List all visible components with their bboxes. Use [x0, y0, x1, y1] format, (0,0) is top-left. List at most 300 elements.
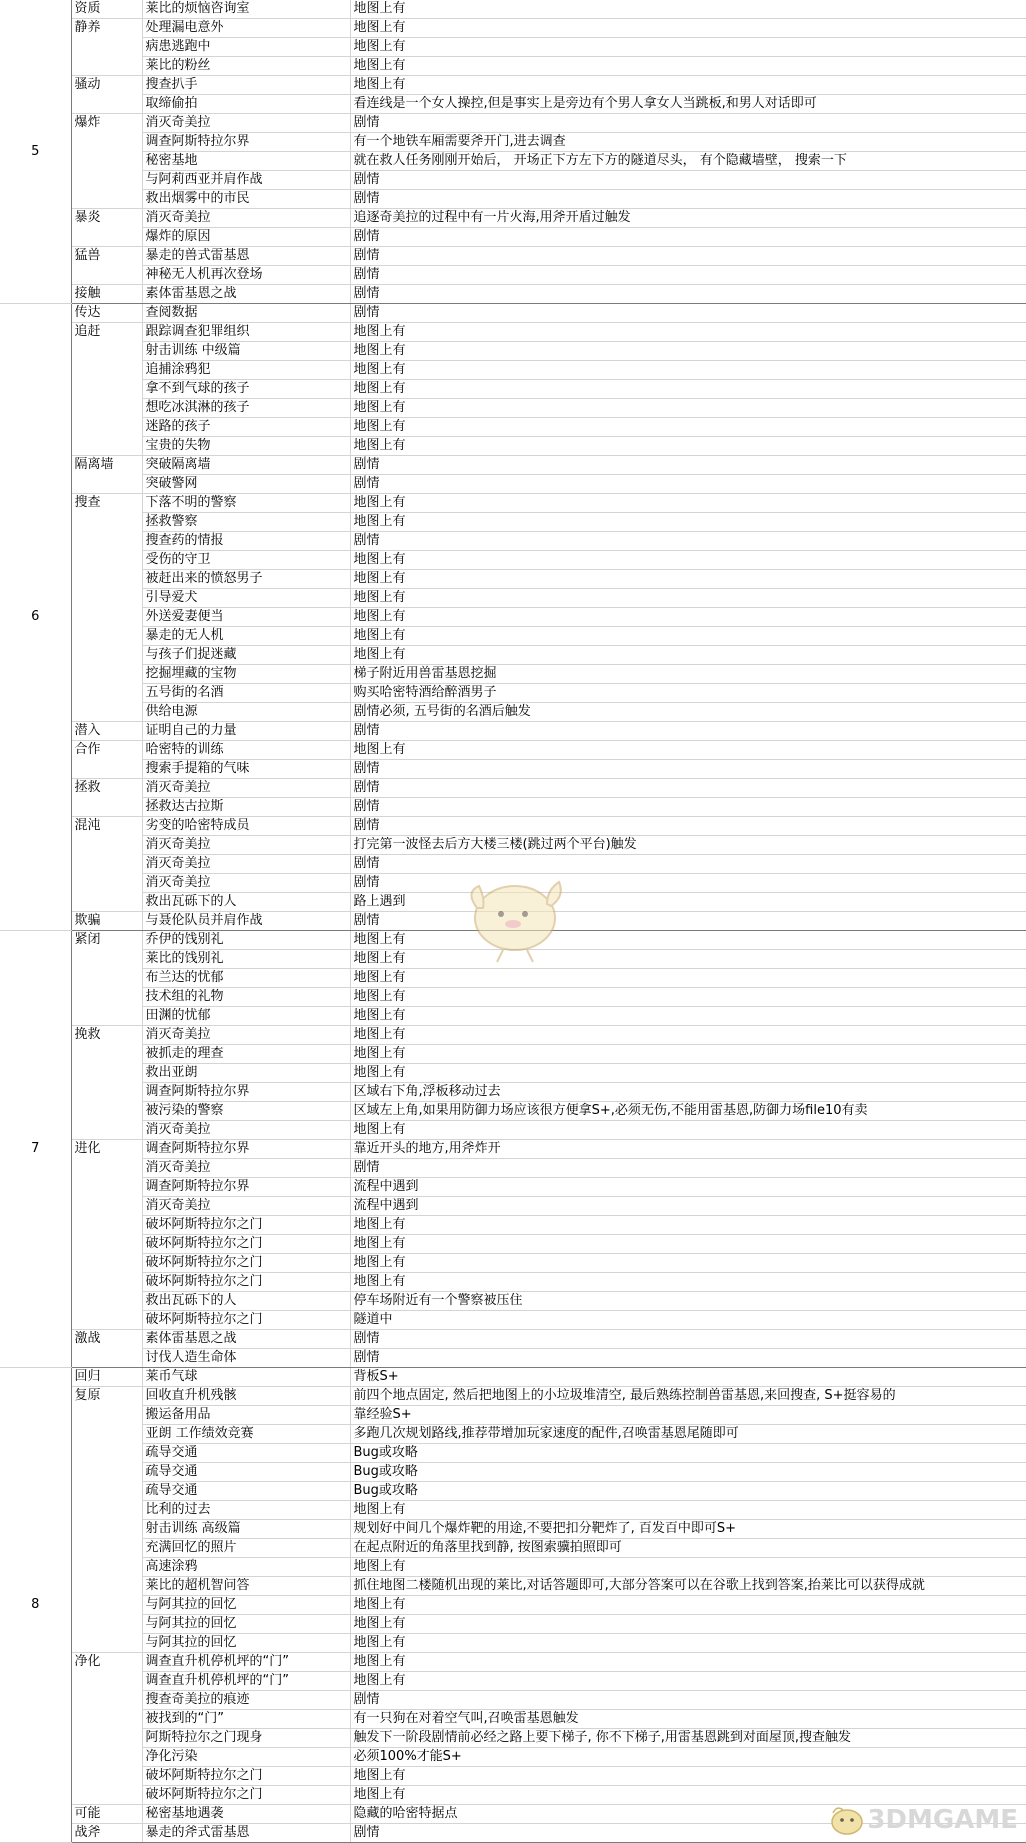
task-name-cell: 搜查药的情报 [142, 532, 350, 551]
table-row [0, 741, 1026, 760]
category-cell [71, 627, 142, 646]
task-name-cell: 消灭奇美拉 [142, 779, 350, 798]
task-note-cell: 地图上有 [350, 1064, 1026, 1083]
category-cell: 激战 [71, 1330, 142, 1349]
task-note-cell: 地图上有 [350, 1045, 1026, 1064]
category-cell [71, 1121, 142, 1140]
task-note-cell: 地图上有 [350, 1596, 1026, 1615]
task-name-cell: 疏导交通 [142, 1463, 350, 1482]
category-cell [71, 1444, 142, 1463]
category-cell [71, 1254, 142, 1273]
task-name-cell: 调查阿斯特拉尔界 [142, 1140, 350, 1159]
table-row [0, 513, 1026, 532]
task-name-cell: 充满回忆的照片 [142, 1539, 350, 1558]
task-note-cell: 地图上有 [350, 1216, 1026, 1235]
table-row [0, 836, 1026, 855]
table-row [0, 1121, 1026, 1140]
task-name-cell: 迷路的孩子 [142, 418, 350, 437]
category-cell [71, 665, 142, 684]
category-cell: 追赶 [71, 323, 142, 342]
category-cell [71, 589, 142, 608]
task-name-cell: 消灭奇美拉 [142, 1159, 350, 1178]
task-note-cell: 流程中遇到 [350, 1197, 1026, 1216]
task-note-cell: 梯子附近用兽雷基恩挖掘 [350, 665, 1026, 684]
task-note-cell: 地图上有 [350, 1672, 1026, 1691]
task-note-cell: Bug或攻略 [350, 1482, 1026, 1501]
task-note-cell: 区域右下角,浮板移动过去 [350, 1083, 1026, 1102]
table-row [0, 1577, 1026, 1596]
category-cell [71, 646, 142, 665]
table-row [0, 1501, 1026, 1520]
category-cell [71, 152, 142, 171]
task-name-cell: 外送爱妻便当 [142, 608, 350, 627]
category-cell: 拯救 [71, 779, 142, 798]
task-note-cell: 在起点附近的角落里找到静, 按图索骥拍照即可 [350, 1539, 1026, 1558]
task-note-cell: 路上遇到 [350, 893, 1026, 912]
category-cell: 隔离墙 [71, 456, 142, 475]
table-row [0, 171, 1026, 190]
task-note-cell: 有一只狗在对着空气叫,召唤雷基恩触发 [350, 1710, 1026, 1729]
task-name-cell: 莱比的烦恼咨询室 [142, 0, 350, 19]
table-row [0, 646, 1026, 665]
task-note-cell: 购买哈密特酒给醉酒男子 [350, 684, 1026, 703]
task-name-cell: 与阿莉西亚并肩作战 [142, 171, 350, 190]
task-name-cell: 救出瓦砾下的人 [142, 893, 350, 912]
table-row [0, 589, 1026, 608]
category-cell [71, 950, 142, 969]
task-name-cell: 消灭奇美拉 [142, 855, 350, 874]
category-cell [71, 1615, 142, 1634]
table-row [0, 1235, 1026, 1254]
task-name-cell: 乔伊的饯别礼 [142, 931, 350, 950]
task-name-cell: 与阿其拉的回忆 [142, 1596, 350, 1615]
table-row [0, 532, 1026, 551]
table-row [0, 684, 1026, 703]
task-name-cell: 救出亚朗 [142, 1064, 350, 1083]
table-row [0, 1159, 1026, 1178]
chapter-number: 8 [0, 1368, 71, 1843]
task-note-cell: 地图上有 [350, 1273, 1026, 1292]
task-name-cell: 破坏阿斯特拉尔之门 [142, 1235, 350, 1254]
table-row [0, 1615, 1026, 1634]
task-note-cell: 地图上有 [350, 570, 1026, 589]
table-row [0, 1748, 1026, 1767]
task-name-cell: 莱币气球 [142, 1368, 350, 1387]
task-name-cell: 搜索手提箱的气味 [142, 760, 350, 779]
table-row [0, 608, 1026, 627]
task-name-cell: 暴走的兽式雷基恩 [142, 247, 350, 266]
task-name-cell: 暴走的斧式雷基恩 [142, 1824, 350, 1843]
task-note-cell: 区域左上角,如果用防御力场应该很方便拿S+,必须无伤,不能用雷基恩,防御力场file10有卖 [350, 1102, 1026, 1121]
task-name-cell: 查阅数据 [142, 304, 350, 323]
category-cell [71, 798, 142, 817]
table-row [0, 247, 1026, 266]
task-note-cell: 剧情 [350, 247, 1026, 266]
task-name-cell: 拯救达古拉斯 [142, 798, 350, 817]
table-row [0, 1786, 1026, 1805]
task-note-cell: 地图上有 [350, 342, 1026, 361]
category-cell [71, 608, 142, 627]
task-note-cell: 剧情 [350, 1159, 1026, 1178]
category-cell: 战斧 [71, 1824, 142, 1843]
table-row [0, 1425, 1026, 1444]
category-cell [71, 228, 142, 247]
task-name-cell: 亚朗 工作绩效竞赛 [142, 1425, 350, 1444]
table-row [0, 38, 1026, 57]
task-note-cell: 地图上有 [350, 1653, 1026, 1672]
task-name-cell: 救出烟雾中的市民 [142, 190, 350, 209]
table-row [0, 1387, 1026, 1406]
task-note-cell: 看连线是一个女人操控,但是事实上是旁边有个男人拿女人当跳板,和男人对话即可 [350, 95, 1026, 114]
task-note-cell: 地图上有 [350, 380, 1026, 399]
category-cell [71, 1425, 142, 1444]
task-name-cell: 想吃冰淇淋的孩子 [142, 399, 350, 418]
task-name-cell: 射击训练 高级篇 [142, 1520, 350, 1539]
category-cell: 接触 [71, 285, 142, 304]
table-row [0, 1064, 1026, 1083]
table-row [0, 1216, 1026, 1235]
category-cell [71, 1482, 142, 1501]
table-row [0, 931, 1026, 950]
category-cell [71, 1558, 142, 1577]
task-name-cell: 供给电源 [142, 703, 350, 722]
category-cell: 欺骗 [71, 912, 142, 931]
task-note-cell: 剧情 [350, 1691, 1026, 1710]
task-note-cell: 地图上有 [350, 627, 1026, 646]
task-name-cell: 田渊的忧郁 [142, 1007, 350, 1026]
category-cell [71, 874, 142, 893]
task-name-cell: 爆炸的原因 [142, 228, 350, 247]
category-cell [71, 342, 142, 361]
task-name-cell: 突破隔离墙 [142, 456, 350, 475]
table-row [0, 1045, 1026, 1064]
task-name-cell: 破坏阿斯特拉尔之门 [142, 1311, 350, 1330]
task-note-cell: 地图上有 [350, 1767, 1026, 1786]
table-row [0, 342, 1026, 361]
task-note-cell: 地图上有 [350, 1007, 1026, 1026]
table-row [0, 1368, 1026, 1387]
category-cell: 进化 [71, 1140, 142, 1159]
task-name-cell: 消灭奇美拉 [142, 1197, 350, 1216]
table-row [0, 1178, 1026, 1197]
table-row [0, 912, 1026, 931]
category-cell [71, 1501, 142, 1520]
task-name-cell: 搬运备用品 [142, 1406, 350, 1425]
task-note-cell: 地图上有 [350, 361, 1026, 380]
task-name-cell: 被抓走的理查 [142, 1045, 350, 1064]
task-note-cell: 剧情 [350, 798, 1026, 817]
task-name-cell: 破坏阿斯特拉尔之门 [142, 1254, 350, 1273]
category-cell [71, 190, 142, 209]
task-note-cell: 剧情 [350, 855, 1026, 874]
task-note-cell: 地图上有 [350, 950, 1026, 969]
table-row [0, 760, 1026, 779]
category-cell: 净化 [71, 1653, 142, 1672]
task-note-cell: 靠经验S+ [350, 1406, 1026, 1425]
table-row [0, 988, 1026, 1007]
category-cell: 资质 [71, 0, 142, 19]
table-row [0, 399, 1026, 418]
category-cell: 潜入 [71, 722, 142, 741]
table-row [0, 551, 1026, 570]
task-note-cell: 隧道中 [350, 1311, 1026, 1330]
table-row [0, 874, 1026, 893]
task-note-cell: 剧情 [350, 1349, 1026, 1368]
task-name-cell: 疏导交通 [142, 1444, 350, 1463]
category-cell [71, 1064, 142, 1083]
table-row [0, 361, 1026, 380]
task-note-cell: 剧情 [350, 228, 1026, 247]
task-note-cell: 靠近开头的地方,用斧炸开 [350, 1140, 1026, 1159]
task-name-cell: 破坏阿斯特拉尔之门 [142, 1786, 350, 1805]
task-name-cell: 搜查扒手 [142, 76, 350, 95]
table-row [0, 798, 1026, 817]
task-note-cell: 剧情 [350, 171, 1026, 190]
task-name-cell: 布兰达的忧郁 [142, 969, 350, 988]
task-note-cell: 追逐奇美拉的过程中有一片火海,用斧开盾过触发 [350, 209, 1026, 228]
task-name-cell: 消灭奇美拉 [142, 1121, 350, 1140]
task-name-cell: 被赶出来的愤怒男子 [142, 570, 350, 589]
task-name-cell: 追捕涂鸦犯 [142, 361, 350, 380]
category-cell [71, 38, 142, 57]
category-cell [71, 1691, 142, 1710]
category-cell [71, 1672, 142, 1691]
category-cell [71, 1045, 142, 1064]
chapter-number: 7 [0, 931, 71, 1368]
task-note-cell: 剧情 [350, 1824, 1026, 1843]
category-cell [71, 171, 142, 190]
task-note-cell: 必须100%才能S+ [350, 1748, 1026, 1767]
table-row [0, 1026, 1026, 1045]
task-name-cell: 与聂伦队员并肩作战 [142, 912, 350, 931]
category-cell [71, 513, 142, 532]
category-cell [71, 475, 142, 494]
table-row [0, 1558, 1026, 1577]
task-name-cell: 回收直升机残骸 [142, 1387, 350, 1406]
task-note-cell: 打完第一波怪去后方大楼三楼(跳过两个平台)触发 [350, 836, 1026, 855]
table-row [0, 1596, 1026, 1615]
task-name-cell: 处理漏电意外 [142, 19, 350, 38]
task-name-cell: 调查阿斯特拉尔界 [142, 1178, 350, 1197]
category-cell [71, 1235, 142, 1254]
task-note-cell: 地图上有 [350, 437, 1026, 456]
category-cell: 混沌 [71, 817, 142, 836]
task-note-cell: 剧情 [350, 114, 1026, 133]
task-note-cell: 剧情 [350, 912, 1026, 931]
category-cell [71, 1748, 142, 1767]
task-note-cell: 剧情 [350, 532, 1026, 551]
table-row [0, 1729, 1026, 1748]
task-note-cell: 抓住地图二楼随机出现的莱比,对话答题即可,大部分答案可以在谷歌上找到答案,抬莱比可以获得成就 [350, 1577, 1026, 1596]
table-row [0, 570, 1026, 589]
category-cell [71, 1729, 142, 1748]
category-cell: 猛兽 [71, 247, 142, 266]
table-row [0, 1102, 1026, 1121]
table-row [0, 893, 1026, 912]
task-name-cell: 消灭奇美拉 [142, 114, 350, 133]
category-cell: 回归 [71, 1368, 142, 1387]
task-name-cell: 暴走的无人机 [142, 627, 350, 646]
task-note-cell: 前四个地点固定, 然后把地图上的小垃圾堆清空, 最后熟练控制兽雷基恩,来回搜查, S+挺容易的 [350, 1387, 1026, 1406]
task-name-cell: 调查阿斯特拉尔界 [142, 1083, 350, 1102]
task-name-cell: 秘密基地 [142, 152, 350, 171]
table-row [0, 1710, 1026, 1729]
task-name-cell: 取缔偷拍 [142, 95, 350, 114]
table-row [0, 969, 1026, 988]
task-note-cell: 有一个地铁车厢需要斧开门,进去调查 [350, 133, 1026, 152]
task-note-cell: 地图上有 [350, 1254, 1026, 1273]
task-note-cell: 地图上有 [350, 323, 1026, 342]
task-note-cell: 规划好中间几个爆炸靶的用途,不要把扣分靶炸了, 百发百中即可S+ [350, 1520, 1026, 1539]
table-row [0, 266, 1026, 285]
table-row [0, 133, 1026, 152]
category-cell: 静养 [71, 19, 142, 38]
table-row [0, 0, 1026, 19]
table-row [0, 76, 1026, 95]
task-name-cell: 搜查奇美拉的痕迹 [142, 1691, 350, 1710]
category-cell [71, 1539, 142, 1558]
category-cell [71, 1216, 142, 1235]
category-cell [71, 1710, 142, 1729]
task-note-cell: 地图上有 [350, 1121, 1026, 1140]
category-cell [71, 855, 142, 874]
task-name-cell: 挖掘埋藏的宝物 [142, 665, 350, 684]
task-note-cell: 地图上有 [350, 1501, 1026, 1520]
table-row [0, 1083, 1026, 1102]
category-cell [71, 1159, 142, 1178]
table-row [0, 209, 1026, 228]
table-row [0, 190, 1026, 209]
category-cell [71, 760, 142, 779]
category-cell [71, 1178, 142, 1197]
task-name-cell: 射击训练 中级篇 [142, 342, 350, 361]
category-cell [71, 1349, 142, 1368]
table-row [0, 1311, 1026, 1330]
table-row [0, 418, 1026, 437]
table-row [0, 285, 1026, 304]
task-note-cell: 剧情 [350, 722, 1026, 741]
task-note-cell: 地图上有 [350, 1786, 1026, 1805]
task-name-cell: 破坏阿斯特拉尔之门 [142, 1216, 350, 1235]
table-row [0, 1691, 1026, 1710]
task-note-cell: 地图上有 [350, 988, 1026, 1007]
category-cell [71, 988, 142, 1007]
task-note-cell: 地图上有 [350, 608, 1026, 627]
category-cell [71, 133, 142, 152]
task-note-cell: 地图上有 [350, 1026, 1026, 1045]
category-cell: 搜查 [71, 494, 142, 513]
category-cell [71, 1786, 142, 1805]
task-note-cell: 地图上有 [350, 589, 1026, 608]
task-note-cell: 地图上有 [350, 76, 1026, 95]
table-row [0, 437, 1026, 456]
table-row [0, 95, 1026, 114]
task-note-cell: 剧情 [350, 1330, 1026, 1349]
task-name-cell: 消灭奇美拉 [142, 836, 350, 855]
category-cell [71, 532, 142, 551]
task-name-cell: 被污染的警察 [142, 1102, 350, 1121]
table-row [0, 722, 1026, 741]
task-note-cell: Bug或攻略 [350, 1463, 1026, 1482]
category-cell [71, 380, 142, 399]
task-note-cell: 剧情 [350, 874, 1026, 893]
task-note-cell: 剧情 [350, 190, 1026, 209]
logo-text: 3DMGAME [867, 1805, 1018, 1835]
task-note-cell: 剧情必须, 五号街的名酒后触发 [350, 703, 1026, 722]
task-name-cell: 秘密基地遇袭 [142, 1805, 350, 1824]
table-row [0, 1140, 1026, 1159]
table-row [0, 1444, 1026, 1463]
table-row [0, 380, 1026, 399]
category-cell [71, 570, 142, 589]
category-cell [71, 1577, 142, 1596]
category-cell [71, 551, 142, 570]
task-note-cell: 地图上有 [350, 399, 1026, 418]
category-cell [71, 684, 142, 703]
task-note-cell: 触发下一阶段剧情前必经之路上要下梯子, 你不下梯子,用雷基恩跳到对面屋顶,搜查触发 [350, 1729, 1026, 1748]
task-note-cell: 停车场附近有一个警察被压住 [350, 1292, 1026, 1311]
task-name-cell: 莱比的粉丝 [142, 57, 350, 76]
category-cell [71, 1197, 142, 1216]
task-name-cell: 高速涂鸦 [142, 1558, 350, 1577]
category-cell [71, 1083, 142, 1102]
category-cell [71, 836, 142, 855]
task-note-cell: 多跑几次规划路线,推荐带增加玩家速度的配件,召唤雷基恩尾随即可 [350, 1425, 1026, 1444]
category-cell: 传达 [71, 304, 142, 323]
task-note-cell: 地图上有 [350, 1615, 1026, 1634]
table-row [0, 1539, 1026, 1558]
table-row [0, 1653, 1026, 1672]
task-name-cell: 病患逃跑中 [142, 38, 350, 57]
task-name-cell: 跟踪调查犯罪组织 [142, 323, 350, 342]
task-name-cell: 劣变的哈密特成员 [142, 817, 350, 836]
table-row [0, 855, 1026, 874]
category-cell [71, 1596, 142, 1615]
task-name-cell: 调查直升机停机坪的“门” [142, 1672, 350, 1691]
table-row [0, 1406, 1026, 1425]
task-name-cell: 神秘无人机再次登场 [142, 266, 350, 285]
category-cell [71, 1292, 142, 1311]
task-name-cell: 破坏阿斯特拉尔之门 [142, 1767, 350, 1786]
task-name-cell: 宝贵的失物 [142, 437, 350, 456]
task-note-cell: 背板S+ [350, 1368, 1026, 1387]
task-note-cell: 剧情 [350, 456, 1026, 475]
task-note-cell: 地图上有 [350, 19, 1026, 38]
task-note-cell: 地图上有 [350, 1235, 1026, 1254]
table-row [0, 1520, 1026, 1539]
task-note-cell: 地图上有 [350, 741, 1026, 760]
task-name-cell: 比利的过去 [142, 1501, 350, 1520]
category-cell [71, 1634, 142, 1653]
task-name-cell: 拿不到气球的孩子 [142, 380, 350, 399]
table-row [0, 1007, 1026, 1026]
category-cell [71, 1273, 142, 1292]
category-cell [71, 703, 142, 722]
category-cell [71, 1767, 142, 1786]
task-name-cell: 与孩子们捉迷藏 [142, 646, 350, 665]
task-name-cell: 下落不明的警察 [142, 494, 350, 513]
task-note-cell: 地图上有 [350, 38, 1026, 57]
task-name-cell: 引导爱犬 [142, 589, 350, 608]
table-row [0, 1197, 1026, 1216]
task-note-cell: 地图上有 [350, 551, 1026, 570]
task-note-cell: 流程中遇到 [350, 1178, 1026, 1197]
table-row [0, 703, 1026, 722]
task-note-cell: 地图上有 [350, 513, 1026, 532]
category-cell [71, 1463, 142, 1482]
task-note-cell: 剧情 [350, 779, 1026, 798]
table-row [0, 19, 1026, 38]
